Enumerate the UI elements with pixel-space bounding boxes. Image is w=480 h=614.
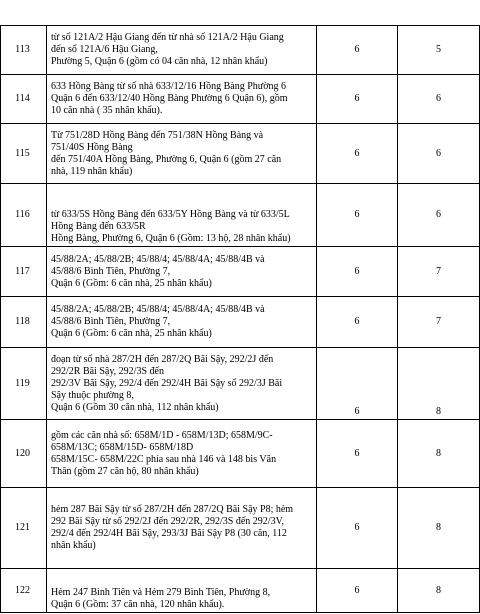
- row-number: 119: [1, 348, 47, 420]
- value-cell-b: 8: [398, 488, 480, 569]
- value-cell-b: 8: [398, 420, 480, 488]
- table-row: [1, 26, 480, 75]
- value-cell-a: 6: [317, 488, 398, 569]
- value-cell-b: 6: [398, 184, 480, 247]
- row-number: 118: [1, 297, 47, 348]
- table-row: [1, 488, 480, 569]
- value-cell-b: 7: [398, 247, 480, 297]
- value-cell-b: 6: [398, 124, 480, 184]
- row-number: 115: [1, 124, 47, 184]
- address-cell: 633 Hồng Bàng từ số nhà 633/12/16 Hồng Bàng Phường 6 Quận 6 đến 633/12/40 Hồng Bàng Phường 6 Quận 6), gồm 10 căn nhà ( 35 nhân khẩu).: [47, 75, 317, 124]
- row-number: 117: [1, 247, 47, 297]
- value-cell-a: 6: [317, 420, 398, 488]
- value-cell-b: 8: [398, 348, 480, 420]
- table-row: [1, 297, 480, 348]
- row-number: 120: [1, 420, 47, 488]
- value-cell-b: 6: [398, 75, 480, 124]
- address-cell: từ 633/5S Hồng Bàng đến 633/5Y Hồng Bàng và từ 633/5L Hồng Bàng đến 633/5R Hồng Bàng, Phường 6, Quận 6 (Gồm: 13 hộ, 28 nhân khẩu): [47, 184, 317, 247]
- value-cell-a: 6: [317, 184, 398, 247]
- table-row: [1, 124, 480, 184]
- value-cell-b: 7: [398, 297, 480, 348]
- row-number: 121: [1, 488, 47, 569]
- value-cell-a: 6: [317, 124, 398, 184]
- address-cell: từ số 121A/2 Hậu Giang đến từ nhà số 121A/2 Hậu Giang đến số 121A/6 Hậu Giang, Phường 5, Quận 6 (gồm có 04 căn nhà, 12 nhân khẩu): [47, 26, 317, 75]
- value-cell-b: 8: [398, 569, 480, 613]
- value-cell-a: 6: [317, 247, 398, 297]
- table-row: [1, 569, 480, 613]
- value-cell-a: 6: [317, 348, 398, 420]
- table-row: [1, 184, 480, 247]
- value-cell-b: 5: [398, 26, 480, 75]
- table-row: [1, 348, 480, 420]
- address-cell: gồm các căn nhà số: 658M/1D - 658M/13D; 658M/9C- 658M/13C; 658M/15D- 658M/18D 658M/15C- 658M/22C phía sau nhà 146 và 148 bis Văn Thân (gồm 27 căn hộ, 80 nhân khẩu): [47, 420, 317, 488]
- value-cell-a: 6: [317, 26, 398, 75]
- address-cell: hẻm 287 Bãi Sậy từ số 287/2H đến 287/2Q Bãi Sậy P8; hẻm 292 Bãi Sậy từ số 292/2J đến 292/2R, 292/3S đến 292/3V, 292/4 đến 292/4H Bãi Sậy, 293/3J Bãi Sậy P8 (30 căn, 112 nhân khẩu): [47, 488, 317, 569]
- row-number: 114: [1, 75, 47, 124]
- row-number: 113: [1, 26, 47, 75]
- value-cell-a: 6: [317, 297, 398, 348]
- table-row: [1, 75, 480, 124]
- address-cell: Từ 751/28D Hồng Bàng đến 751/38N Hồng Bàng và 751/40S Hồng Bàng đến 751/40A Hồng Bàng, Phường 6, Quận 6 (gồm 27 căn nhà, 119 nhân khẩu): [47, 124, 317, 184]
- address-table: [0, 25, 480, 613]
- table-row: [1, 420, 480, 488]
- table-row: [1, 247, 480, 297]
- value-cell-a: 6: [317, 75, 398, 124]
- address-cell: 45/88/2A; 45/88/2B; 45/88/4; 45/88/4A; 45/88/4B và 45/88/6 Bình Tiên, Phường 7, Quận 6 (Gồm: 6 căn nhà, 25 nhân khẩu): [47, 247, 317, 297]
- row-number: 116: [1, 184, 47, 247]
- address-cell: 45/88/2A; 45/88/2B; 45/88/4; 45/88/4A; 45/88/4B và 45/88/6 Bình Tiên, Phường 7, Quận 6 (Gồm: 6 căn nhà, 25 nhân khẩu): [47, 297, 317, 348]
- address-cell: đoạn từ số nhà 287/2H đến 287/2Q Bãi Sậy, 292/2J đến 292/2R Bãi Sậy, 292/3S đến 292/3V Bãi Sậy, 292/4 đến 292/4H Bãi Sậy số 292/3J Bãi Sậy thuộc phường 8, Quận 6 (Gồm 30 căn nhà, 112 nhân khẩu): [47, 348, 317, 420]
- value-cell-a: 6: [317, 569, 398, 613]
- address-cell: Hẻm 247 Bình Tiên và Hẻm 279 Bình Tiên, Phường 8, Quận 6 (Gồm: 37 căn nhà, 120 nhân khẩu).: [47, 569, 317, 613]
- row-number: 122: [1, 569, 47, 613]
